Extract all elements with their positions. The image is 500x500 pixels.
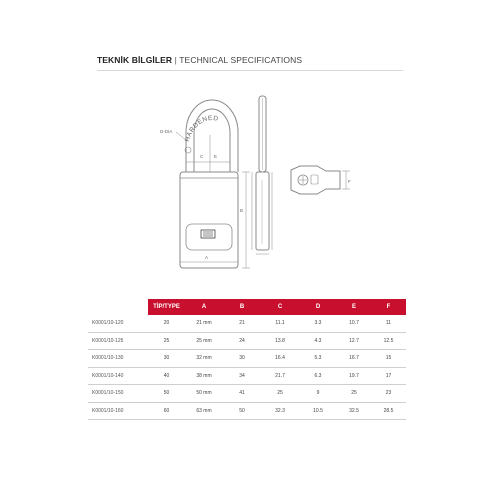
cell-e: 19.7 bbox=[337, 367, 371, 385]
model-code: K0001/10-140 bbox=[88, 367, 148, 385]
table-row bbox=[88, 402, 406, 420]
cell-a: 21 mm bbox=[185, 315, 223, 332]
table-row bbox=[88, 367, 406, 385]
cell-a: 50 mm bbox=[185, 385, 223, 403]
cell-f: 12.5 bbox=[371, 332, 406, 350]
cell-b: 50 bbox=[223, 402, 261, 420]
cell-b: 41 bbox=[223, 385, 261, 403]
header-c: C bbox=[261, 299, 299, 315]
title-turkish: TEKNİK BİLGİLER bbox=[97, 55, 173, 65]
dim-label-shackle-dia: D-DIA bbox=[160, 129, 173, 134]
key-top-view bbox=[291, 166, 350, 194]
cell-a: 32 mm bbox=[185, 350, 223, 368]
cell-a: 25 mm bbox=[185, 332, 223, 350]
model-code: K0001/10-150 bbox=[88, 385, 148, 403]
header-type: TİP/TYPE bbox=[148, 299, 185, 315]
cell-c: 11.1 bbox=[261, 315, 299, 332]
cell-type: 25 bbox=[148, 332, 185, 350]
header-blank bbox=[88, 299, 148, 315]
table-row bbox=[88, 350, 406, 368]
model-code: K0001/10-125 bbox=[88, 332, 148, 350]
header-f: F bbox=[371, 299, 406, 315]
cell-e: 25 bbox=[337, 385, 371, 403]
dim-label-b: B bbox=[240, 208, 244, 213]
dim-label-c: C bbox=[200, 154, 204, 159]
cell-d: 6.3 bbox=[299, 367, 337, 385]
title-separator: | bbox=[174, 55, 177, 65]
cell-c: 16.4 bbox=[261, 350, 299, 368]
header-d: D bbox=[299, 299, 337, 315]
cell-a: 63 mm bbox=[185, 402, 223, 420]
table-row bbox=[88, 385, 406, 403]
cell-e: 12.7 bbox=[337, 332, 371, 350]
header-b: B bbox=[223, 299, 261, 315]
specification-table bbox=[88, 299, 406, 420]
cell-e: 32.5 bbox=[337, 402, 371, 420]
cell-f: 15 bbox=[371, 350, 406, 368]
cell-type: 20 bbox=[148, 315, 185, 332]
cell-b: 21 bbox=[223, 315, 261, 332]
cell-d: 3.3 bbox=[299, 315, 337, 332]
cell-e: 16.7 bbox=[337, 350, 371, 368]
cell-d: 10.5 bbox=[299, 402, 337, 420]
padlock-side-view bbox=[252, 96, 272, 254]
cell-d: 5.3 bbox=[299, 350, 337, 368]
cell-c: 32.3 bbox=[261, 402, 299, 420]
model-code: K0001/10-130 bbox=[88, 350, 148, 368]
cell-c: 13.8 bbox=[261, 332, 299, 350]
cell-e: 10.7 bbox=[337, 315, 371, 332]
title-english: TECHNICAL SPECIFICATIONS bbox=[179, 55, 303, 65]
cell-f: 11 bbox=[371, 315, 406, 332]
cell-type: 50 bbox=[148, 385, 185, 403]
cell-b: 34 bbox=[223, 367, 261, 385]
cell-c: 21.7 bbox=[261, 367, 299, 385]
cell-d: 9 bbox=[299, 385, 337, 403]
table-row bbox=[88, 315, 406, 332]
cell-c: 25 bbox=[261, 385, 299, 403]
header-a: A bbox=[185, 299, 223, 315]
dim-label-a: A bbox=[205, 255, 209, 260]
cell-d: 4.3 bbox=[299, 332, 337, 350]
model-code: K0001/10-120 bbox=[88, 315, 148, 332]
cell-type: 60 bbox=[148, 402, 185, 420]
table-header-row bbox=[88, 299, 406, 315]
cell-b: 24 bbox=[223, 332, 261, 350]
table-row bbox=[88, 332, 406, 350]
cell-f: 28.5 bbox=[371, 402, 406, 420]
cell-type: 30 bbox=[148, 350, 185, 368]
cell-f: 17 bbox=[371, 367, 406, 385]
cell-a: 38 mm bbox=[185, 367, 223, 385]
hardened-engraving: HARDENED bbox=[183, 114, 219, 143]
header-e: E bbox=[337, 299, 371, 315]
model-code: K0001/10-160 bbox=[88, 402, 148, 420]
cell-type: 40 bbox=[148, 367, 185, 385]
cell-b: 30 bbox=[223, 350, 261, 368]
dim-label-e: E bbox=[214, 154, 218, 159]
cell-f: 23 bbox=[371, 385, 406, 403]
dim-label-f: F bbox=[348, 179, 351, 184]
padlock-front-view bbox=[176, 100, 250, 268]
